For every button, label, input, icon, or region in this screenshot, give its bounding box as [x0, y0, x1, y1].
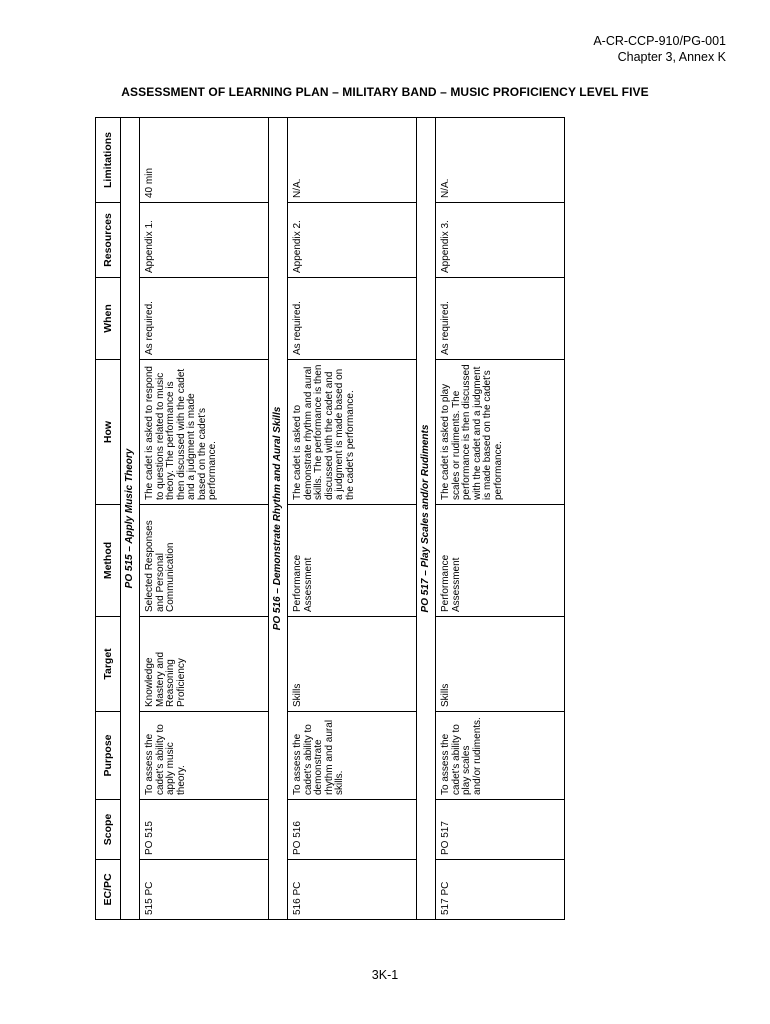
column-header-limitations: Limitations [96, 118, 121, 203]
chapter-reference: Chapter 3, Annex K [617, 50, 726, 64]
cell-resources: Appendix 3. [436, 203, 565, 278]
cell-when: As required. [436, 278, 565, 360]
cell-limitations: 40 min [140, 118, 269, 203]
cell-scope: PO 516 [288, 800, 417, 860]
section-heading-po517: PO 517 – Play Scales and/or Rudiments [417, 118, 436, 920]
column-header-resources: Resources [96, 203, 121, 278]
document-header [593, 33, 726, 65]
column-header-method: Method [96, 505, 121, 617]
cell-limitations: N/A. [288, 118, 417, 203]
column-header-ecpc: EC/PC [96, 860, 121, 920]
cell-when: As required. [140, 278, 269, 360]
column-header-when: When [96, 278, 121, 360]
cell-ecpc: 517 PC [436, 860, 565, 920]
cell-target: Skills [436, 617, 565, 712]
cell-scope: PO 517 [436, 800, 565, 860]
column-header-how: How [96, 360, 121, 505]
cell-when: As required. [288, 278, 417, 360]
cell-limitations: N/A. [436, 118, 565, 203]
cell-method: Selected Responses and Personal Communication [140, 505, 269, 617]
cell-method: Performance Assessment [436, 505, 565, 617]
page-title: ASSESSMENT OF LEARNING PLAN – MILITARY BAND – MUSIC PROFICIENCY LEVEL FIVE [121, 85, 649, 99]
cell-target: Knowledge Mastery and Reasoning Proficiency [140, 617, 269, 712]
cell-purpose: To assess the cadet's ability to apply music theory. [140, 712, 269, 800]
cell-how: The cadet is asked to demonstrate rhythm and aural skills. The performance is then discussed with the cadet and a judgment is made based on the cadet's performance. [288, 360, 417, 505]
cell-purpose: To assess the cadet's ability to demonstrate rhythm and aural skills. [288, 712, 417, 800]
cell-scope: PO 515 [140, 800, 269, 860]
section-heading-row [417, 118, 436, 920]
table-header-row [96, 118, 121, 920]
document-number: A-CR-CCP-910/PG-001 [593, 34, 726, 48]
column-header-scope: Scope [96, 800, 121, 860]
section-heading-po515: PO 515 – Apply Music Theory [121, 118, 140, 920]
cell-how: The cadet is asked to respond to questions related to music theory. The performance is then discussed with the cadet and a judgment is made based on the cadet's performance. [140, 360, 269, 505]
cell-resources: Appendix 2. [288, 203, 417, 278]
page-number: 3K-1 [371, 968, 399, 982]
table-row [288, 118, 417, 920]
assessment-table-container [95, 118, 565, 920]
section-heading-po516: PO 516 – Demonstrate Rhythm and Aural Skills [269, 118, 288, 920]
section-heading-row [269, 118, 288, 920]
cell-ecpc: 516 PC [288, 860, 417, 920]
table-row [140, 118, 269, 920]
cell-ecpc: 515 PC [140, 860, 269, 920]
column-header-purpose: Purpose [96, 712, 121, 800]
cell-how: The cadet is asked to play scales or rudiments. The performance is then discussed with the cadet and a judgment is made based on the cadet's performance. [436, 360, 565, 505]
cell-method: Performance Assessment [288, 505, 417, 617]
column-header-target: Target [96, 617, 121, 712]
cell-resources: Appendix 1. [140, 203, 269, 278]
table-row [436, 118, 565, 920]
cell-target: Skills [288, 617, 417, 712]
assessment-table [95, 117, 565, 920]
cell-purpose: To assess the cadet's ability to play scales and/or rudiments. [436, 712, 565, 800]
section-heading-row [121, 118, 140, 920]
